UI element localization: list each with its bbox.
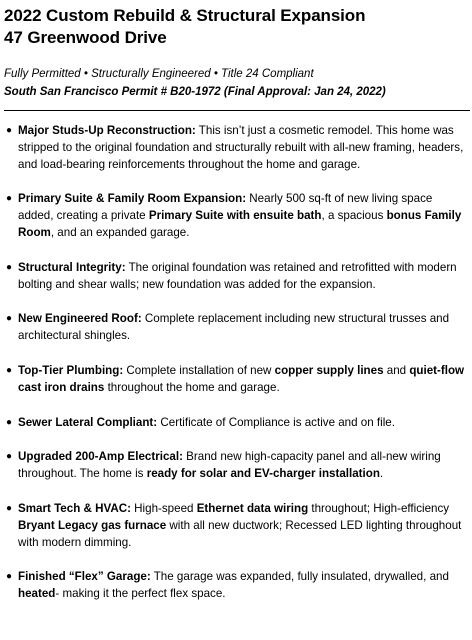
feature-text: and	[383, 363, 410, 377]
feature-text: .	[379, 467, 384, 481]
bullet-icon: ●	[6, 193, 13, 205]
feature-text: The original foundation was retained and retrofitted with modern bolting and shear walls; new foundation was added for the expansion.	[18, 260, 457, 291]
feature-bold-text: ready for solar and EV-charger installation	[146, 467, 380, 481]
feature-text: , and an expanded garage.	[50, 225, 190, 239]
compliance-subtitle: Fully Permitted • Structurally Engineered • Title 24 Compliant	[4, 68, 314, 80]
feature-item	[4, 569, 466, 603]
feature-text: with all new ductwork; Recessed LED lighting throughout with modern dimming.	[18, 518, 462, 549]
divider-rule	[4, 110, 470, 111]
feature-text: - making it the perfect flex space.	[55, 587, 226, 601]
feature-bold-text: Finished “Flex” Garage:	[18, 570, 151, 584]
feature-bold-text: New Engineered Roof:	[18, 312, 142, 326]
feature-text: , a spacious	[321, 209, 387, 223]
feature-bold-text: copper supply lines	[274, 363, 384, 377]
bullet-icon: ●	[6, 416, 13, 428]
feature-bold-text: Primary Suite with ensuite bath	[148, 209, 322, 223]
feature-bold-text: Ethernet data wiring	[196, 501, 309, 515]
feature-bold-text: quiet-flow cast iron drains	[18, 363, 465, 394]
feature-text: Certificate of Compliance is active and on file.	[157, 415, 395, 429]
bullet-icon: ●	[6, 502, 13, 514]
feature-text: throughout; High-efficiency	[308, 501, 450, 515]
permit-line: South San Francisco Permit # B20-1972 (Final Approval: Jan 24, 2022)	[4, 86, 386, 98]
feature-bold-text: heated	[18, 587, 56, 601]
feature-text: Nearly 500 sq-ft of new living space added, creating a private	[18, 192, 433, 223]
feature-item	[4, 191, 466, 241]
feature-item	[4, 363, 466, 397]
feature-text: Brand new high-capacity panel and all-new wiring throughout. The home is	[18, 450, 441, 481]
title-line-2: 47 Greenwood Drive	[4, 28, 167, 47]
feature-item	[4, 449, 466, 483]
feature-list	[4, 123, 466, 603]
feature-bold-text: bonus Family Room	[18, 209, 462, 239]
bullet-icon: ●	[6, 125, 13, 136]
bullet-icon: ●	[6, 364, 13, 376]
feature-item	[4, 123, 466, 173]
bullet-icon: ●	[6, 313, 13, 325]
bullet-icon: ●	[6, 451, 13, 463]
feature-text: The garage was expanded, fully insulated, drywalled, and	[150, 570, 449, 584]
feature-bold-text: Bryant Legacy gas furnace	[18, 518, 167, 532]
title-line-1: 2022 Custom Rebuild & Structural Expansion	[4, 6, 366, 25]
feature-item	[4, 415, 466, 432]
feature-item	[4, 311, 466, 345]
feature-bold-text: Structural Integrity:	[18, 260, 126, 274]
feature-text: throughout the home and garage.	[104, 380, 280, 394]
feature-text: High-speed	[130, 501, 197, 515]
document-title	[4, 5, 466, 49]
feature-bold-text: Top-Tier Plumbing:	[18, 363, 124, 377]
feature-item	[4, 260, 466, 294]
feature-bold-text: Primary Suite & Family Room Expansion:	[18, 192, 247, 206]
feature-text: This isn’t just a cosmetic remodel. This home was stripped to the original foundation and structurally rebuilt with all-new framing, headers, and load-bearing reinforcements throughout the home and garage.	[18, 124, 464, 171]
feature-bold-text: Smart Tech & HVAC:	[18, 501, 131, 515]
bullet-icon: ●	[6, 261, 13, 273]
feature-bold-text: Sewer Lateral Compliant:	[18, 415, 158, 429]
feature-text: Complete replacement including new structural trusses and architectural shingles.	[18, 312, 450, 343]
feature-item	[4, 501, 466, 551]
feature-bold-text: Major Studs-Up Reconstruction:	[18, 124, 196, 137]
feature-text: Complete installation of new	[123, 363, 275, 377]
bullet-icon: ●	[6, 571, 13, 583]
feature-bold-text: Upgraded 200-Amp Electrical:	[18, 450, 183, 464]
